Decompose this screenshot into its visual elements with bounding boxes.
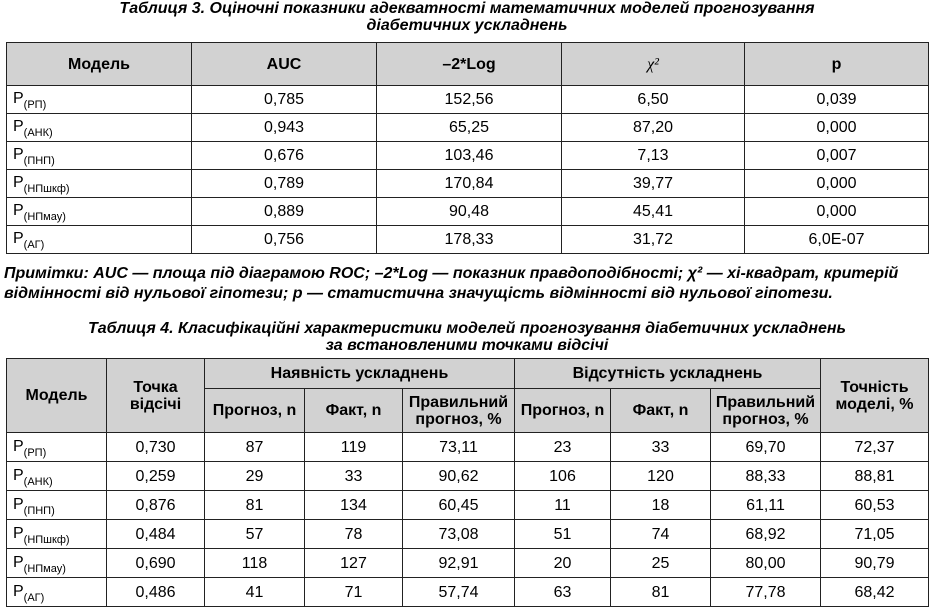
table3-caption [0,0,934,34]
table3-header-chi: χ² [562,43,745,86]
table4-caption [0,320,934,354]
presence-correct-cell: 73,08 [403,520,515,549]
cutoff-cell: 0,730 [107,433,205,462]
model-subscript: (РП) [23,446,47,459]
table3-header-p: p [745,43,929,86]
accuracy-cell: 90,79 [821,549,929,578]
table4-header-absence-forecast: Прогноз, n [515,389,611,433]
chi-cell: 7,13 [562,142,745,170]
presence-forecast-cell: 29 [205,462,305,491]
table-row [7,520,929,549]
presence-fact-cell: 119 [305,433,403,462]
model-cell [7,114,192,142]
table-row [7,491,929,520]
table3-header-log: –2*Log [377,43,562,86]
table-row [7,462,929,491]
model-subscript: (ПНП) [23,155,55,167]
model-cell [7,226,192,254]
model-letter: P [13,437,24,455]
presence-forecast-cell: 81 [205,491,305,520]
auc-cell: 0,676 [192,142,377,170]
table4-header-cutoff: Точка відсічі [107,359,205,433]
log-cell: 90,48 [377,198,562,226]
p-cell: 0,000 [745,170,929,198]
table-row [7,198,929,226]
table3-caption-line2: діабетичних ускладнень [366,17,568,34]
presence-correct-cell: 73,11 [403,433,515,462]
model-letter: P [13,553,24,571]
presence-fact-cell: 134 [305,491,403,520]
table4-header-presence-forecast: Прогноз, n [205,389,305,433]
presence-forecast-cell: 41 [205,578,305,607]
model-letter: P [13,146,24,163]
model-letter: P [13,230,24,247]
absence-fact-cell: 25 [611,549,711,578]
model-cell [7,198,192,226]
table3-header-model: Модель [7,43,192,86]
absence-forecast-cell: 51 [515,520,611,549]
model-subscript: (АНК) [23,475,53,488]
cutoff-cell: 0,259 [107,462,205,491]
accuracy-cell: 72,37 [821,433,929,462]
model-subscript: (НПшкф) [23,533,70,546]
model-subscript: (АГ) [23,591,45,604]
presence-correct-cell: 57,74 [403,578,515,607]
auc-cell: 0,889 [192,198,377,226]
cutoff-cell: 0,486 [107,578,205,607]
absence-fact-cell: 81 [611,578,711,607]
log-cell: 152,56 [377,86,562,114]
log-cell: 178,33 [377,226,562,254]
absence-forecast-cell: 20 [515,549,611,578]
model-subscript: (ПНП) [23,504,55,517]
cutoff-cell: 0,484 [107,520,205,549]
log-cell: 170,84 [377,170,562,198]
model-letter: P [13,202,24,219]
absence-fact-cell: 74 [611,520,711,549]
presence-forecast-cell: 57 [205,520,305,549]
p-cell: 0,007 [745,142,929,170]
model-cell [7,433,107,462]
table-row [7,142,929,170]
model-letter: P [13,524,24,542]
presence-fact-cell: 127 [305,549,403,578]
table4-header-accuracy: Точність моделі, % [821,359,929,433]
chi-cell: 6,50 [562,86,745,114]
table-row [7,86,929,114]
presence-forecast-cell: 118 [205,549,305,578]
model-cell [7,462,107,491]
model-letter: P [13,174,24,191]
p-cell: 6,0E-07 [745,226,929,254]
table4 [6,358,929,607]
model-cell [7,549,107,578]
p-cell: 0,000 [745,198,929,226]
auc-cell: 0,785 [192,86,377,114]
model-letter: P [13,495,24,513]
presence-fact-cell: 71 [305,578,403,607]
table-row [7,114,929,142]
absence-correct-cell: 88,33 [711,462,821,491]
accuracy-cell: 68,42 [821,578,929,607]
auc-cell: 0,789 [192,170,377,198]
chi-cell: 39,77 [562,170,745,198]
absence-fact-cell: 33 [611,433,711,462]
model-subscript: (НПшкф) [23,183,70,195]
model-subscript: (РП) [23,99,47,111]
absence-fact-cell: 18 [611,491,711,520]
absence-correct-cell: 61,11 [711,491,821,520]
model-cell [7,170,192,198]
absence-forecast-cell: 63 [515,578,611,607]
absence-fact-cell: 120 [611,462,711,491]
absence-forecast-cell: 11 [515,491,611,520]
accuracy-cell: 88,81 [821,462,929,491]
table4-caption-line2: за встановленими точками відсічі [325,337,609,354]
absence-forecast-cell: 106 [515,462,611,491]
table-row [7,226,929,254]
cutoff-cell: 0,690 [107,549,205,578]
table3-header-row [7,43,929,86]
table4-header-presence-correct: Правильний прогноз, % [403,389,515,433]
absence-correct-cell: 69,70 [711,433,821,462]
presence-fact-cell: 33 [305,462,403,491]
model-cell [7,86,192,114]
auc-cell: 0,756 [192,226,377,254]
cutoff-cell: 0,876 [107,491,205,520]
table-row [7,578,929,607]
absence-correct-cell: 77,78 [711,578,821,607]
log-cell: 103,46 [377,142,562,170]
model-subscript: (НПмау) [23,562,66,575]
accuracy-cell: 60,53 [821,491,929,520]
table4-caption-line1: Таблиця 4. Класифікаційні характеристики моделей прогнозування діабетичних ускладнень [87,320,847,337]
presence-correct-cell: 60,45 [403,491,515,520]
absence-forecast-cell: 23 [515,433,611,462]
chi-cell: 45,41 [562,198,745,226]
model-cell [7,578,107,607]
model-subscript: (НПмау) [23,211,66,223]
table3-note: Примітки: AUC — площа під діаграмою ROC; –2*Log — показник правдоподібності; χ² — хі-квадрат, критерій відмінності від нульової гіпотези; р — статистична значущість відмінності від нульової гіпотези. [4,265,899,302]
table3-header-auc: AUC [192,43,377,86]
accuracy-cell: 71,05 [821,520,929,549]
table3 [6,42,929,254]
p-cell: 0,000 [745,114,929,142]
chi-cell: 31,72 [562,226,745,254]
model-cell [7,491,107,520]
absence-correct-cell: 80,00 [711,549,821,578]
absence-correct-cell: 68,92 [711,520,821,549]
presence-forecast-cell: 87 [205,433,305,462]
model-subscript: (АГ) [23,239,45,251]
presence-fact-cell: 78 [305,520,403,549]
log-cell: 65,25 [377,114,562,142]
table-row [7,549,929,578]
table4-header-presence: Наявність ускладнень [205,359,515,389]
p-cell: 0,039 [745,86,929,114]
table-row [7,433,929,462]
model-letter: P [13,466,24,484]
presence-correct-cell: 92,91 [403,549,515,578]
presence-correct-cell: 90,62 [403,462,515,491]
table4-header-presence-fact: Факт, n [305,389,403,433]
table3-caption-line1: Таблиця 3. Оціночні показники адекватності математичних моделей прогнозування [119,0,815,17]
model-subscript: (АНК) [23,127,53,139]
table4-header-absence: Відсутність ускладнень [515,359,821,389]
model-cell [7,520,107,549]
table-row [7,170,929,198]
table4-header-absence-fact: Факт, n [611,389,711,433]
table4-header-group-row [7,359,929,389]
chi-cell: 87,20 [562,114,745,142]
model-cell [7,142,192,170]
table4-header-absence-correct: Правильний прогноз, % [711,389,821,433]
model-letter: P [13,118,24,135]
model-letter: P [13,582,24,600]
auc-cell: 0,943 [192,114,377,142]
model-letter: P [13,90,24,107]
table4-header-model: Модель [7,359,107,433]
